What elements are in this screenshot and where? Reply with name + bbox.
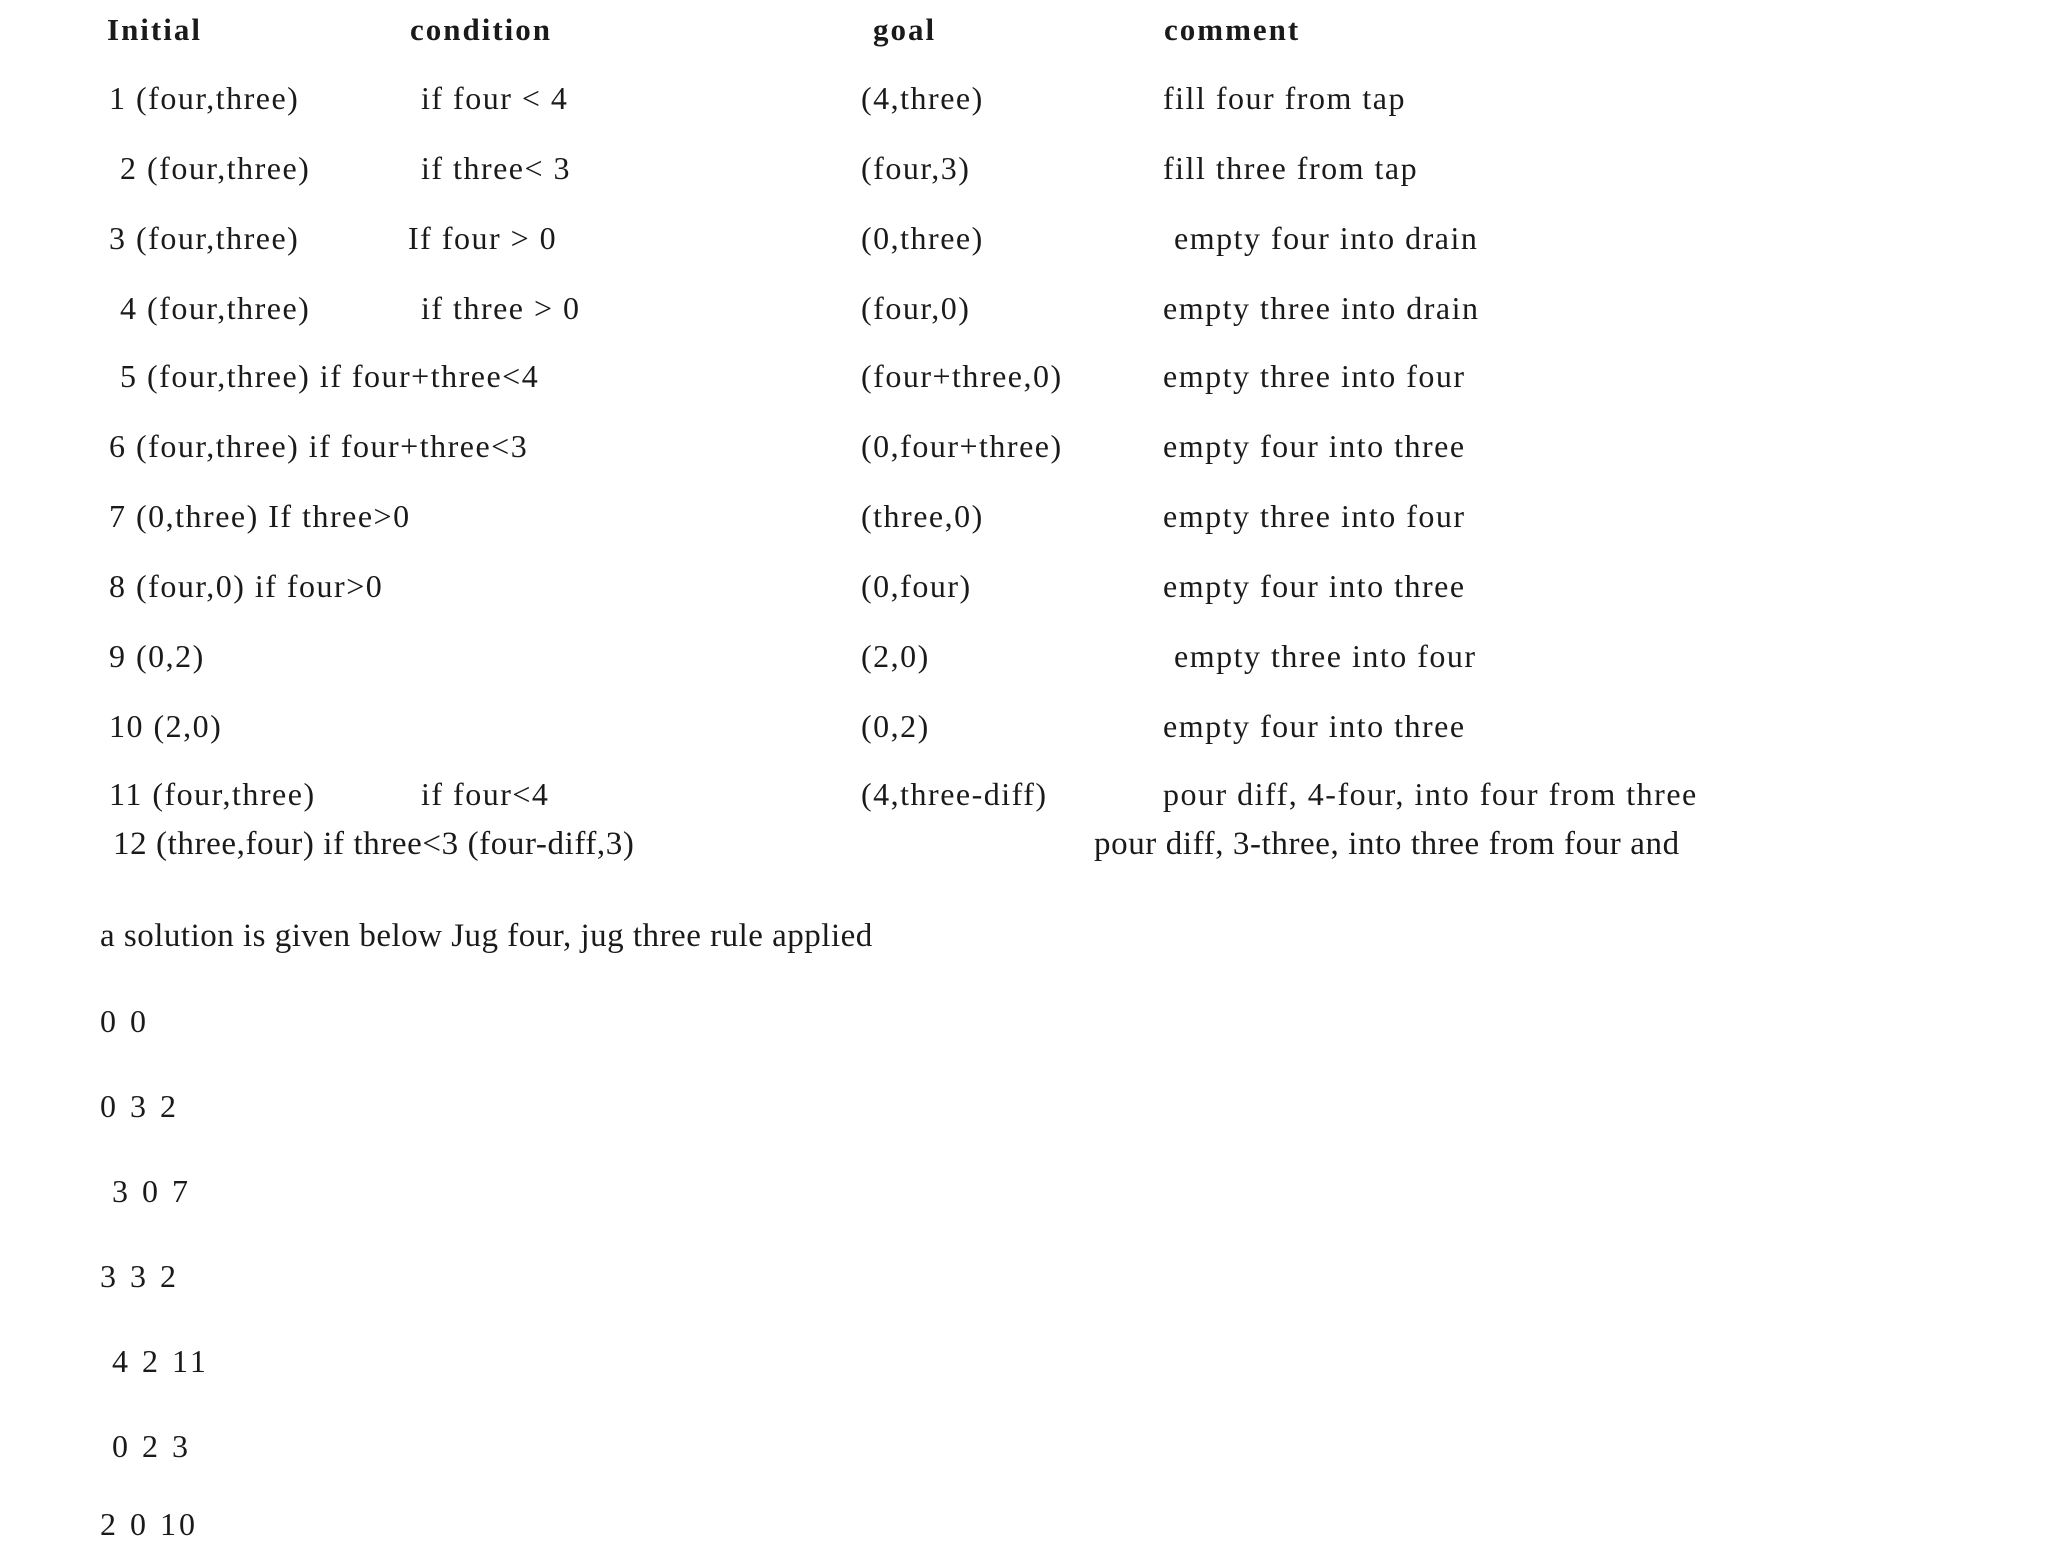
rule-9-initial: 9 (0,2) [109, 638, 205, 674]
solution-row-6: 0 2 3 [112, 1428, 191, 1464]
header-goal: goal [873, 12, 937, 47]
solution-row-2: 0 3 2 [100, 1088, 179, 1124]
rule-3-condition: If four > 0 [408, 220, 558, 256]
rule-2-comment: fill three from tap [1163, 150, 1419, 186]
rule-8-comment: empty four into three [1163, 568, 1466, 604]
rule-1-condition: if four < 4 [421, 80, 569, 116]
solution-row-7: 2 0 10 [100, 1506, 198, 1542]
rule-1-initial: 1 (four,three) [109, 80, 300, 116]
rule-9-comment: empty three into four [1174, 638, 1477, 674]
rule-11-condition: if four<4 [421, 776, 550, 812]
rule-12-comment: pour diff, 3-three, into three from four and [1094, 826, 1680, 862]
rule-4-condition: if three > 0 [421, 290, 581, 326]
rule-12-text: 12 (three,four) if three<3 (four-diff,3) [113, 826, 635, 862]
solution-row-1: 0 0 [100, 1003, 149, 1039]
rule-4-goal: (four,0) [861, 290, 971, 326]
rule-5-initial: 5 (four,three) if four+three<4 [120, 358, 540, 394]
rule-7-comment: empty three into four [1163, 498, 1466, 534]
solution-intro: a solution is given below Jug four, jug three rule applied [100, 918, 873, 954]
rule-4-initial: 4 (four,three) [120, 290, 311, 326]
header-comment: comment [1164, 12, 1301, 47]
rule-1-goal: (4,three) [861, 80, 984, 116]
rule-4-comment: empty three into drain [1163, 290, 1480, 326]
rule-6-goal: (0,four+three) [861, 428, 1063, 464]
rule-3-goal: (0,three) [861, 220, 984, 256]
rule-2-initial: 2 (four,three) [120, 150, 311, 186]
rule-5-goal: (four+three,0) [861, 358, 1063, 394]
rule-3-comment: empty four into drain [1174, 220, 1479, 256]
solution-row-5: 4 2 11 [112, 1343, 209, 1379]
rule-8-goal: (0,four) [861, 568, 972, 604]
rule-11-initial: 11 (four,three) [109, 776, 316, 812]
solution-row-3: 3 0 7 [112, 1173, 191, 1209]
rule-3-initial: 3 (four,three) [109, 220, 300, 256]
rule-7-goal: (three,0) [861, 498, 984, 534]
rule-2-condition: if three< 3 [421, 150, 572, 186]
rule-8-initial: 8 (four,0) if four>0 [109, 568, 384, 604]
rule-1-comment: fill four from tap [1163, 80, 1406, 116]
rule-2-goal: (four,3) [861, 150, 971, 186]
rule-6-comment: empty four into three [1163, 428, 1466, 464]
rule-10-comment: empty four into three [1163, 708, 1466, 744]
rule-5-comment: empty three into four [1163, 358, 1466, 394]
rule-10-initial: 10 (2,0) [109, 708, 223, 744]
header-condition: condition [410, 12, 553, 47]
rule-11-goal: (4,three-diff) [861, 776, 1048, 812]
rule-6-initial: 6 (four,three) if four+three<3 [109, 428, 529, 464]
rule-10-goal: (0,2) [861, 708, 930, 744]
header-initial: Initial [107, 12, 202, 47]
solution-row-4: 3 3 2 [100, 1258, 179, 1294]
rule-9-goal: (2,0) [861, 638, 930, 674]
rule-11-comment: pour diff, 4-four, into four from three [1163, 776, 1698, 812]
rule-7-initial: 7 (0,three) If three>0 [109, 498, 411, 534]
